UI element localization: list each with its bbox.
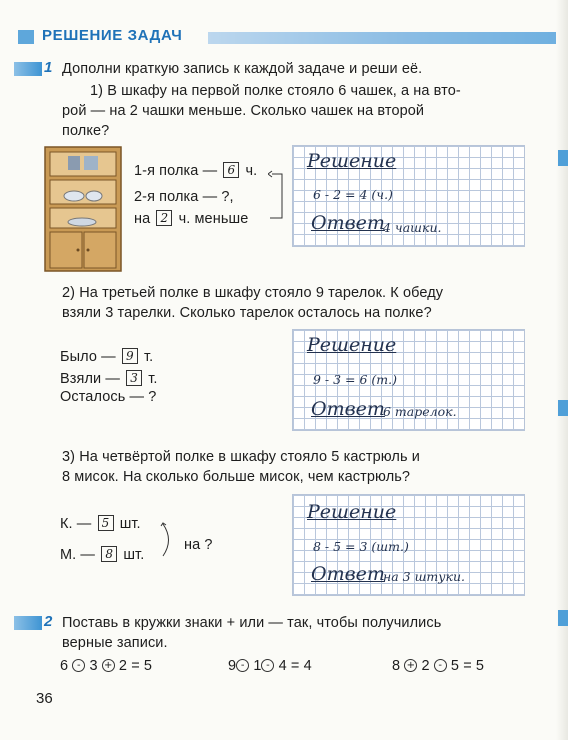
record-suffix: ч. меньше [178, 211, 249, 227]
section-header [0, 26, 560, 48]
record-label: М. — [60, 547, 96, 563]
sign-circle[interactable]: - [261, 659, 274, 672]
record-unit: т. [148, 371, 158, 387]
operand: 8 [392, 658, 401, 674]
problem-text-line: 8 мисок. На сколько больше мисок, чем кастрюль? [62, 469, 411, 485]
record-line [60, 545, 144, 565]
answer-box[interactable]: 2 [156, 210, 172, 226]
operand: 6 [60, 658, 69, 674]
operand: 3 [89, 658, 98, 674]
bracket-arrow [268, 168, 288, 224]
task-number: 2 [44, 613, 53, 630]
header-marker [18, 30, 34, 44]
answer-box[interactable]: 8 [101, 546, 117, 562]
cupboard-illustration [44, 146, 122, 272]
operand: 2 [421, 658, 430, 674]
task-instruction: верные записи. [62, 635, 168, 651]
side-tab [558, 610, 568, 626]
record-unit: ч. [245, 163, 258, 179]
record-line [60, 514, 141, 534]
task-instruction: Дополни краткую запись к каждой задаче и реши её. [62, 61, 423, 77]
problem-text-line: 3) На четвёртой полке в шкафу стояло 5 кастрюль и [62, 449, 420, 465]
record-line [134, 161, 257, 181]
solution-notebook [292, 145, 525, 247]
side-tab [558, 400, 568, 416]
answer-label: Ответ [311, 563, 385, 585]
problem-text-line: рой — на 2 чашки меньше. Сколько чашек на второй [62, 103, 425, 119]
record-line [60, 347, 153, 367]
record-label: Взяли — [60, 371, 120, 387]
operand: 5 = 5 [450, 658, 485, 674]
solution-expression[interactable]: 8 - 5 = 3 (шт.) [313, 539, 409, 554]
page-number: 36 [36, 690, 53, 707]
sign-circle[interactable]: + [404, 659, 417, 672]
problem-text-line: 1) В шкафу на первой полке стояло 6 чашек, а на вто- [90, 83, 461, 99]
solution-title: Решение [307, 150, 397, 172]
task-marker [14, 62, 42, 76]
solution-title: Решение [307, 501, 397, 523]
record-label: К. — [60, 516, 92, 532]
answer-text[interactable]: 4 чашки. [383, 220, 442, 235]
equation [60, 656, 152, 676]
answer-box[interactable]: 9 [122, 348, 138, 364]
operand: 2 = 5 [118, 658, 153, 674]
sign-circle[interactable]: - [434, 659, 447, 672]
record-line: 2-я полка — ?, [134, 189, 234, 205]
answer-box[interactable]: 6 [223, 162, 239, 178]
task-instruction: Поставь в кружки знаки + или — так, чтобы получились [62, 615, 442, 631]
problem-text-line: 2) На третьей полке в шкафу стояло 9 тарелок. К обеду [62, 285, 444, 301]
solution-notebook [292, 494, 525, 596]
answer-label: Ответ [311, 398, 385, 420]
answer-text[interactable]: на 3 штуки. [383, 569, 466, 584]
operand: 1 [253, 658, 262, 674]
header-bar-decoration [208, 32, 556, 44]
record-line [134, 209, 248, 229]
equation [392, 656, 484, 676]
page-edge [556, 0, 568, 740]
operand: 9 [228, 658, 237, 674]
comparison-question: на ? [184, 537, 213, 553]
side-tab [558, 150, 568, 166]
sign-circle[interactable]: - [236, 659, 249, 672]
solution-notebook [292, 329, 525, 431]
task-marker [14, 616, 42, 630]
solution-expression[interactable]: 6 - 2 = 4 (ч.) [313, 187, 393, 202]
record-prefix: на [134, 211, 151, 227]
problem-text-line: взяли 3 тарелки. Сколько тарелок осталось на полке? [62, 305, 432, 321]
record-unit: шт. [123, 547, 145, 563]
record-unit: шт. [119, 516, 141, 532]
answer-label: Ответ [311, 212, 385, 234]
answer-box[interactable]: 5 [98, 515, 114, 531]
solution-expression[interactable]: 9 - 3 = 6 (т.) [313, 372, 398, 387]
problem-text-line: полке? [62, 123, 110, 139]
answer-text[interactable]: 6 тарелок. [383, 404, 457, 419]
section-title: РЕШЕНИЕ ЗАДАЧ [42, 27, 183, 44]
record-unit: т. [144, 349, 154, 365]
solution-title: Решение [307, 334, 397, 356]
sign-circle[interactable]: - [72, 659, 85, 672]
record-label: 1-я полка — [134, 163, 218, 179]
record-line: Осталось — ? [60, 389, 157, 405]
brace-arrow [160, 520, 178, 560]
record-line [60, 369, 158, 389]
task-number: 1 [44, 59, 53, 76]
record-label: Было — [60, 349, 116, 365]
operand: 4 = 4 [274, 658, 312, 674]
sign-circle[interactable]: + [102, 659, 115, 672]
equation [228, 656, 312, 676]
answer-box[interactable]: 3 [126, 370, 142, 386]
